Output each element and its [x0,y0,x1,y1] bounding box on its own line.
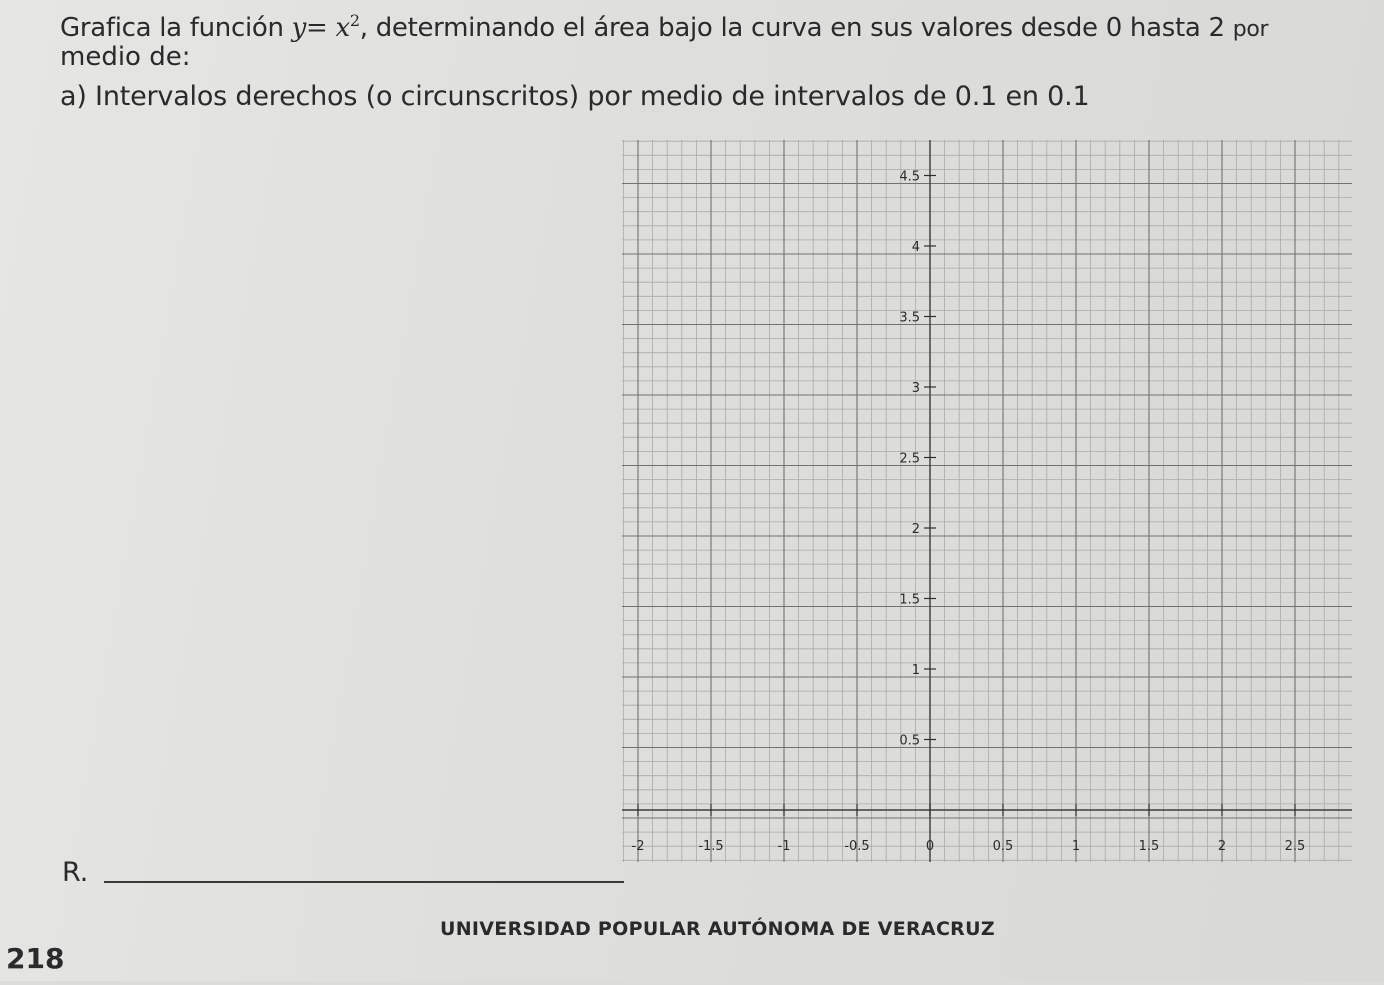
x-tick-label: 0 [925,839,935,854]
problem-rest: , determinando el área bajo la curva en sus valores desde 0 hasta 2 [359,13,1225,43]
tick-marks [638,176,1295,817]
y-tick-label: 0.5 [899,733,920,749]
function-base: x [335,13,350,43]
x-tick-label: 2 [1217,839,1227,854]
x-tick-label: -0.5 [844,839,870,854]
x-tick-label: 1 [1071,839,1081,854]
axes [622,140,1352,862]
institution-name: UNIVERSIDAD POPULAR AUTÓNOMA DE VERACRUZ [440,918,995,940]
x-tick-label: -1 [777,839,791,854]
y-tick-label: 3 [911,381,920,396]
y-tick-label: 4.5 [899,169,920,185]
tick-labels [632,170,1306,855]
x-tick-label: -2 [631,839,645,854]
minor-grid-lines [622,140,1352,862]
answer-label: R. [62,857,89,888]
x-tick-label: 0.5 [992,839,1014,854]
function-exponent: 2 [349,11,360,30]
major-grid-lines [622,140,1352,862]
problem-line-2: medio de: [60,42,191,72]
y-tick-label: 4 [911,240,920,255]
answer-line[interactable] [104,881,624,883]
page-number: 218 [6,942,65,975]
problem-rest-end: por [1232,17,1269,42]
y-tick-label: 2 [911,522,920,537]
x-tick-label: 1.5 [1138,839,1160,854]
x-tick-label: -1.5 [698,839,724,854]
part-a-instruction: a) Intervalos derechos (o circunscritos) por medio de intervalos de 0.1 en 0.1 [60,81,1090,112]
y-tick-label: 1.5 [899,592,920,608]
function-lhs: y= [291,13,328,43]
problem-intro: Grafica la función [60,13,284,43]
y-tick-label: 2.5 [899,451,920,467]
y-tick-label: 3.5 [899,310,920,326]
y-tick-label: 1 [911,663,920,678]
x-tick-label: 2.5 [1284,839,1306,854]
